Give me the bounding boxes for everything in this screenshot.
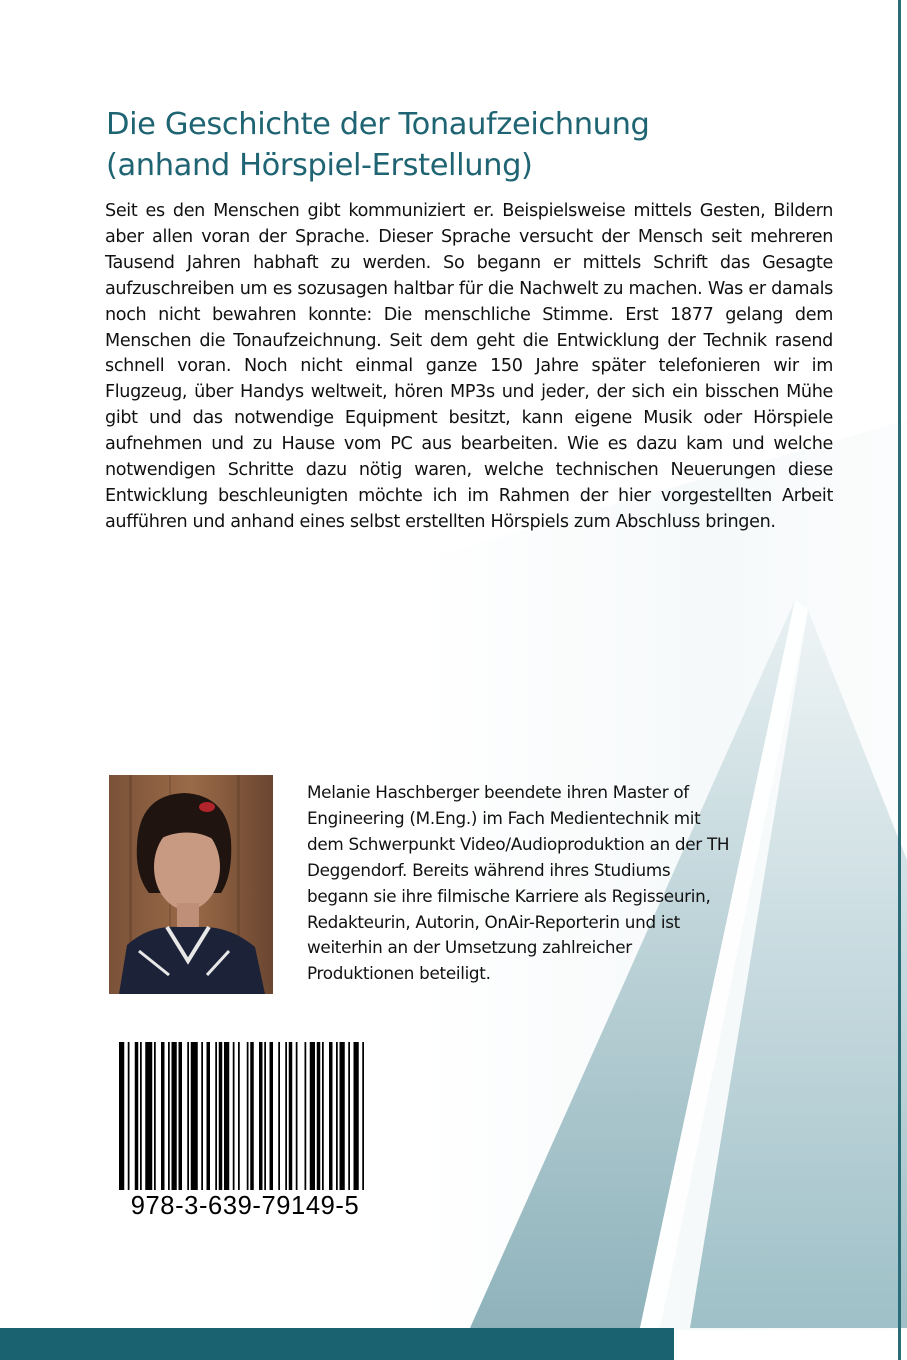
bottom-accent-bar [0,1328,674,1360]
barcode-bar [322,1042,324,1190]
barcode-bar [238,1042,240,1190]
barcode-bar [128,1042,130,1190]
barcode-bar [317,1042,321,1190]
barcode-bar [179,1042,183,1190]
barcode-bar [340,1042,345,1190]
barcode-bar [191,1042,198,1190]
barcode-bar [270,1042,274,1190]
author-bio-line: Redakteurin, Autorin, OnAir-Reporterin und ist [307,911,680,932]
barcode-bar [207,1042,211,1190]
barcode-bar [140,1042,142,1190]
barcode-bar [187,1042,189,1190]
barcode [105,1030,385,1230]
barcode-bar [145,1042,152,1190]
barcode-bar [154,1042,156,1190]
barcode-bar [215,1042,217,1190]
book-title-line-1: Die Geschichte der Tonaufzeichnung [106,107,650,142]
author-bio-line: dem Schwerpunkt Video/Audioproduktion an der TH [307,833,730,854]
barcode-bar [289,1042,293,1190]
barcode-bar [247,1042,249,1190]
author-bio-line: begann sie ihre filmische Karriere als Regisseurin, [307,885,711,906]
author-bio-line: Deggendorf. Bereits während ihres Studiums [307,859,671,880]
book-blurb: Seit es den Menschen gibt kommuniziert er. Beispielsweise mittels Gesten, Bildern aber allen voran der Sprache. Dieser Sprache versucht der Mensch seit mehreren Tausend Jahren habhaft zu werden. So begann er mittels Schrift das Gesagte aufzuschreiben um es sozusagen haltbar für die Nachwelt zu machen. Was er damals noch nicht bewahren konnte: Die menschliche Stimme. Erst 1877 gelang dem Menschen die Tonaufzeichnung. Seit dem geht die Entwicklung der Technik rasend schnell voran. Noch nicht einmal ganze 150 Jahre später telefonieren wir im Flugzeug, über Handys weltweit, hören MP3s und jeder, der sich ein bisschen Mühe gibt und das notwendige Equipment besitzt, kann eigene Musik oder Hörspiele aufnehmen und zu Hause vom PC aus bearbeiten. Wie es dazu kam und welche notwendigen Schritte dazu nötig waren, welche technischen Neuerungen diese Entwicklung beschleunigten möchte ich im Rahmen der hier vorgestellten Arbeit aufführen und anhand eines selbst erstellten Hörspiels zum Abschluss bringen. [105,201,833,532]
barcode-bar [119,1042,124,1190]
barcode-bar [161,1042,165,1190]
barcode-bar [233,1042,235,1190]
book-title-line-2: (anhand Hörspiel-Erstellung) [106,148,533,183]
book-title [106,104,876,186]
barcode-bar [348,1042,350,1190]
right-edge-line [898,0,901,1360]
barcode-bar [310,1042,315,1190]
author-bio [307,780,867,987]
barcode-bar [362,1042,364,1190]
barcode-bar [201,1042,203,1190]
barcode-bar [250,1042,254,1190]
barcode-bar [172,1042,177,1190]
barcode-bar [264,1042,266,1190]
barcode-bar [296,1042,298,1190]
author-bio-line: Engineering (M.Eng.) im Fach Medientechnik mit [307,807,701,828]
barcode-bar [329,1042,333,1190]
barcode-bar [305,1042,307,1190]
barcode-bar [278,1042,280,1190]
barcode-bar [354,1042,359,1190]
barcode-bar [168,1042,170,1190]
barcode-bar [219,1042,223,1190]
isbn-number: 978-3-639-79149-5 [130,1192,360,1220]
author-bio-line: Melanie Haschberger beendete ihren Master of [307,782,689,802]
barcode-bar [135,1042,139,1190]
author-bio-line: weiterhin an der Umsetzung zahlreicher [307,937,632,958]
author-bio-line: Produktionen beteiligt. [307,963,491,984]
barcode-bar [259,1042,263,1190]
barcode-bars [117,1042,373,1190]
barcode-bar [224,1042,229,1190]
author-photo [109,775,273,994]
barcode-bar [285,1042,287,1190]
barcode-bar [336,1042,338,1190]
